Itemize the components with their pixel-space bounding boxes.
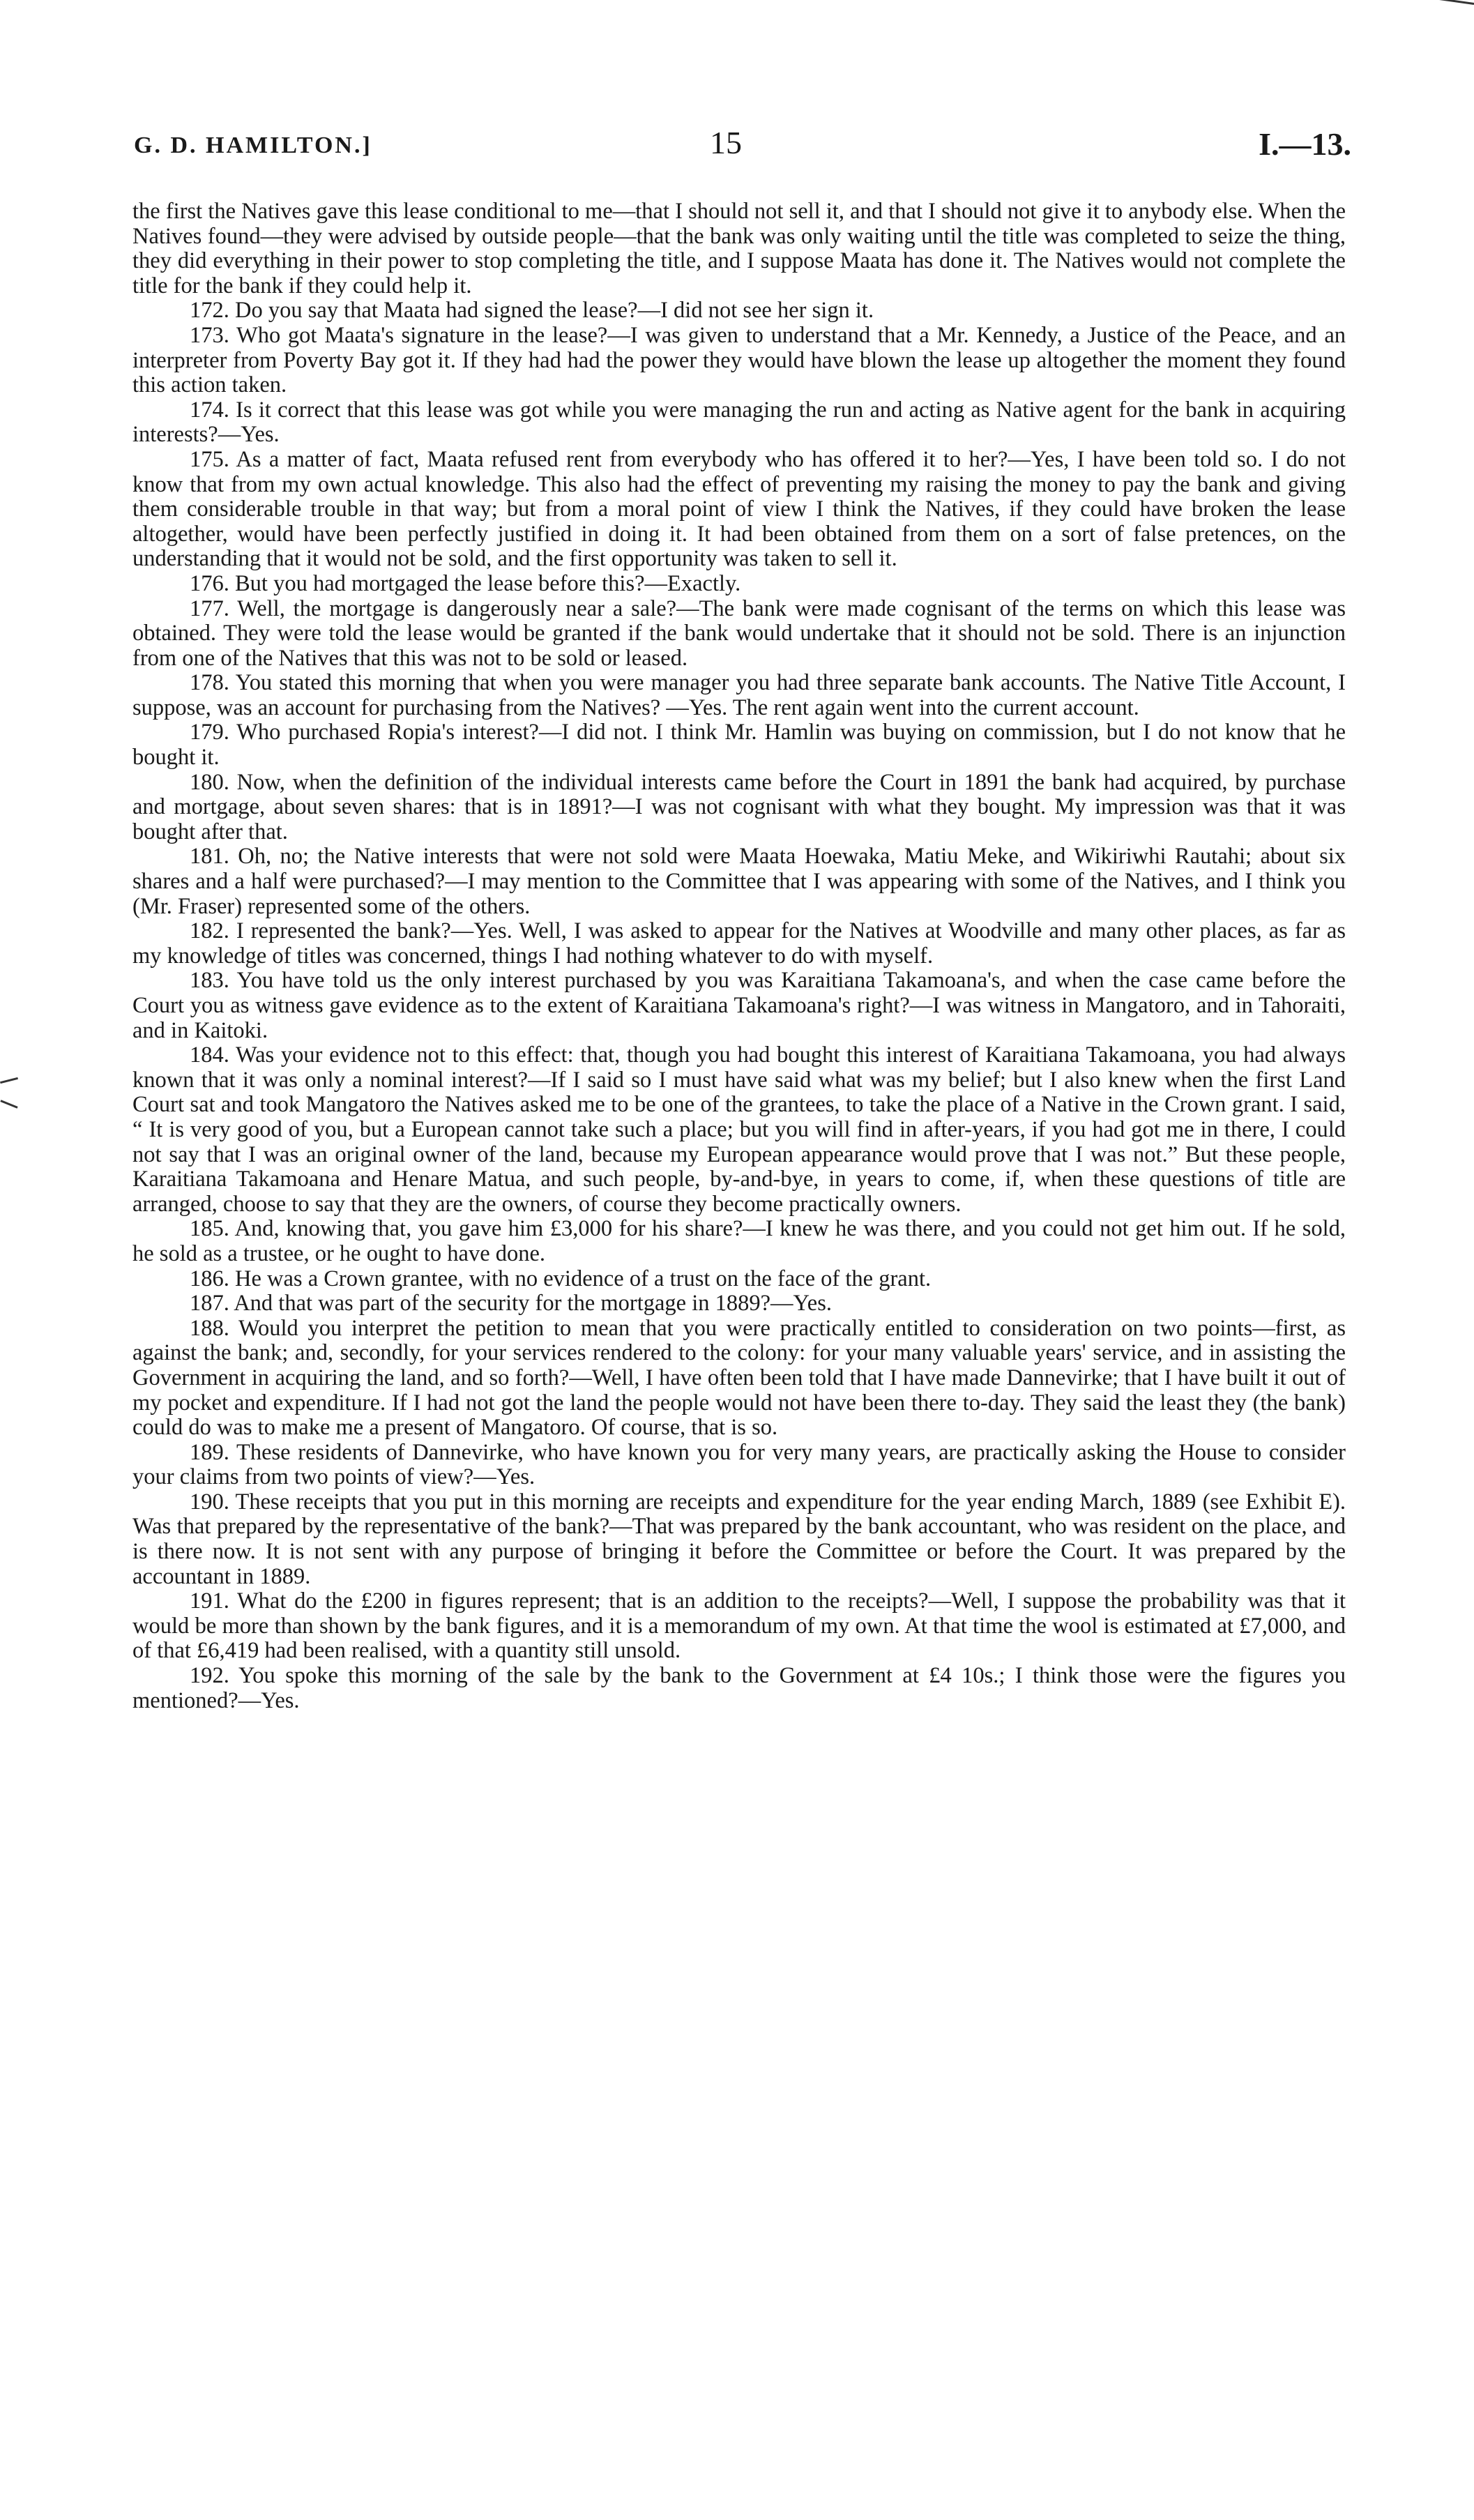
- question-183: 183. You have told us the only interest purchased by you was Karaitiana Takamoana's, and when the case came before the Court you as witness gave evidence as to the extent of Karaitiana Takamoana's right?—I was witness in Mangatoro, and in Tahoraiti, and in Kaitoki.: [132, 968, 1346, 1043]
- question-191: 191. What do the £200 in figures represent; that is an addition to the receipts?—Well, I suppose the probability was that it would be more than shown by the bank figures, and it is a memorandum of my own. At that time the wool is estimated at £7,000, and of that £6,419 had been realised, with a quantity still unsold.: [132, 1588, 1346, 1664]
- question-186: 186. He was a Crown grantee, with no evidence of a trust on the face of the grant.: [190, 1266, 932, 1291]
- header-witness-name: G. D. HAMILTON.]: [134, 132, 372, 158]
- question-173: 173. Who got Maata's signature in the lease?—I was given to understand that a Mr. Kennedy, a Justice of the Peace, and an interpreter from Poverty Bay got it. If they had had the power they would have blown the lease up altogether the moment they found this action taken.: [132, 322, 1346, 398]
- question-176: 176. But you had mortgaged the lease before this?—Exactly.: [190, 570, 741, 596]
- testimony-body: [132, 199, 1346, 1713]
- question-181: 181. Oh, no; the Native interests that were not sold were Maata Hoewaka, Matiu Meke, and Wikiriwhi Rautahi; about six shares and a half were purchased?—I may mention to the Committee that I was appearing with some of the Natives, and I think you (Mr. Fraser) represented some of the others.: [132, 844, 1346, 919]
- page-number-text: 15: [710, 125, 742, 160]
- question-178: 178. You stated this morning that when you were manager you had three separate bank accounts. The Native Title Account, I suppose, was an account for purchasing from the Natives? —Yes. The rent again went into the current account.: [132, 670, 1346, 720]
- question-179: 179. Who purchased Ropia's interest?—I did not. I think Mr. Hamlin was buying on commission, but I do not know that he bought it.: [132, 720, 1346, 771]
- margin-pen-mark: [0, 1100, 17, 1109]
- header-paper-reference: I.—13.: [1259, 126, 1351, 162]
- question-177: 177. Well, the mortgage is dangerously near a sale?—The bank were made cognisant of the terms on which this lease was obtained. They were told the lease would be granted if the bank would undertake that it should not be sold. There is an injunction from one of the Natives that this was not to be sold or leased.: [132, 595, 1346, 671]
- question-192: 192. You spoke this morning of the sale by the bank to the Government at £4 10s.; I think those were the figures you mentioned?—Yes.: [132, 1663, 1346, 1713]
- paragraph-continued: the first the Natives gave this lease conditional to me—that I should not sell it, and that I should not give it to anybody else. When the Natives found—they were advised by outside people—that the bank was only waiting until the title was completed to seize the thing, they did everything in their power to stop completing the title, and I suppose Maata has done it. The Natives would not complete the title for the bank if they could help it.: [132, 199, 1346, 298]
- question-188: 188. Would you interpret the petition to mean that you were practically entitled to consideration on two points—first, as against the bank; and, secondly, for your services rendered to the colony: for your many valuable years' service, and in assisting the Government in acquiring the land, and so forth?—Well, I have often been told that I have made Dannevirke; that I have built it out of my pocket and expenditure. If I had not got the land the people would not have been there to-day. They said the least they (the bank) could do was to make me a present of Mangatoro. Of course, that is so.: [132, 1315, 1346, 1441]
- question-174: 174. Is it correct that this lease was got while you were managing the run and acting as Native agent for the bank in acquiring interests?—Yes.: [132, 397, 1346, 448]
- question-190: 190. These receipts that you put in this morning are receipts and expenditure for the year ending March, 1889 (see Exhibit E). Was that prepared by the representative of the bank?—That was prepared by the bank accountant, who was resident on the place, and is there now. It is not sent with any purpose of bringing it before the Committee or before the Court. It was prepared by the accountant in 1889.: [132, 1489, 1346, 1589]
- question-189: 189. These residents of Dannevirke, who have known you for very many years, are practically asking the House to consider your claims from two points of view?—Yes.: [132, 1439, 1346, 1490]
- question-184: 184. Was your evidence not to this effect: that, though you had bought this interest of Karaitiana Takamoana, you had always known that it was only a nominal interest?—If I said so I must have said what was my belief; but I also knew when the first Land Court sat and took Mangatoro the Natives asked me to be one of the grantees, to take the place of a Native in the Crown grant. I said, “ It is very good of you, but a European cannot take such a place; but you will find in after-years, if you had got me in there, I could not say that I was an original owner of the land, because my European appearance would prove that I was not.” But these people, Karaitiana Takamoana and Henare Matua, and such people, by-and-bye, in years to come, if, when these questions of title are arranged, choose to say that they are the owners, of course they become practically owners.: [132, 1042, 1346, 1217]
- header-page-number: [134, 124, 1351, 161]
- question-187: 187. And that was part of the security for the mortgage in 1889?—Yes.: [190, 1291, 832, 1316]
- question-172: 172. Do you say that Maata had signed the lease?—I did not see her sign it.: [190, 298, 874, 324]
- page-header: [134, 124, 1351, 169]
- question-175: 175. As a matter of fact, Maata refused rent from everybody who has offered it to her?—Yes, I have been told so. I do not know that from my own actual knowledge. This also had the effect of preventing my raising the money to pay the bank and giving them considerable trouble in that way; but from a moral point of view I think the Natives, if they could have broken the lease altogether, would have been perfectly justified in doing it. It had been obtained from them on a sort of false pretences, on the understanding that it would not be sold, and the first opportunity was taken to sell it.: [132, 446, 1346, 572]
- margin-pen-mark: [0, 1077, 18, 1084]
- question-180: 180. Now, when the definition of the individual interests came before the Court in 1891 the bank had acquired, by purchase and mortgage, about seven shares: that is in 1891?—I was not cognisant with what they bought. My impression was that it was bought after that.: [132, 769, 1346, 844]
- corner-pen-mark: [1438, 0, 1474, 5]
- question-182: 182. I represented the bank?—Yes. Well, I was asked to appear for the Natives at Woodville and many other places, as far as my knowledge of titles was concerned, things I had nothing whatever to do with myself.: [132, 918, 1346, 969]
- question-185: 185. And, knowing that, you gave him £3,000 for his share?—I knew he was there, and you could not get him out. If he sold, he sold as a trustee, or he ought to have done.: [132, 1216, 1346, 1266]
